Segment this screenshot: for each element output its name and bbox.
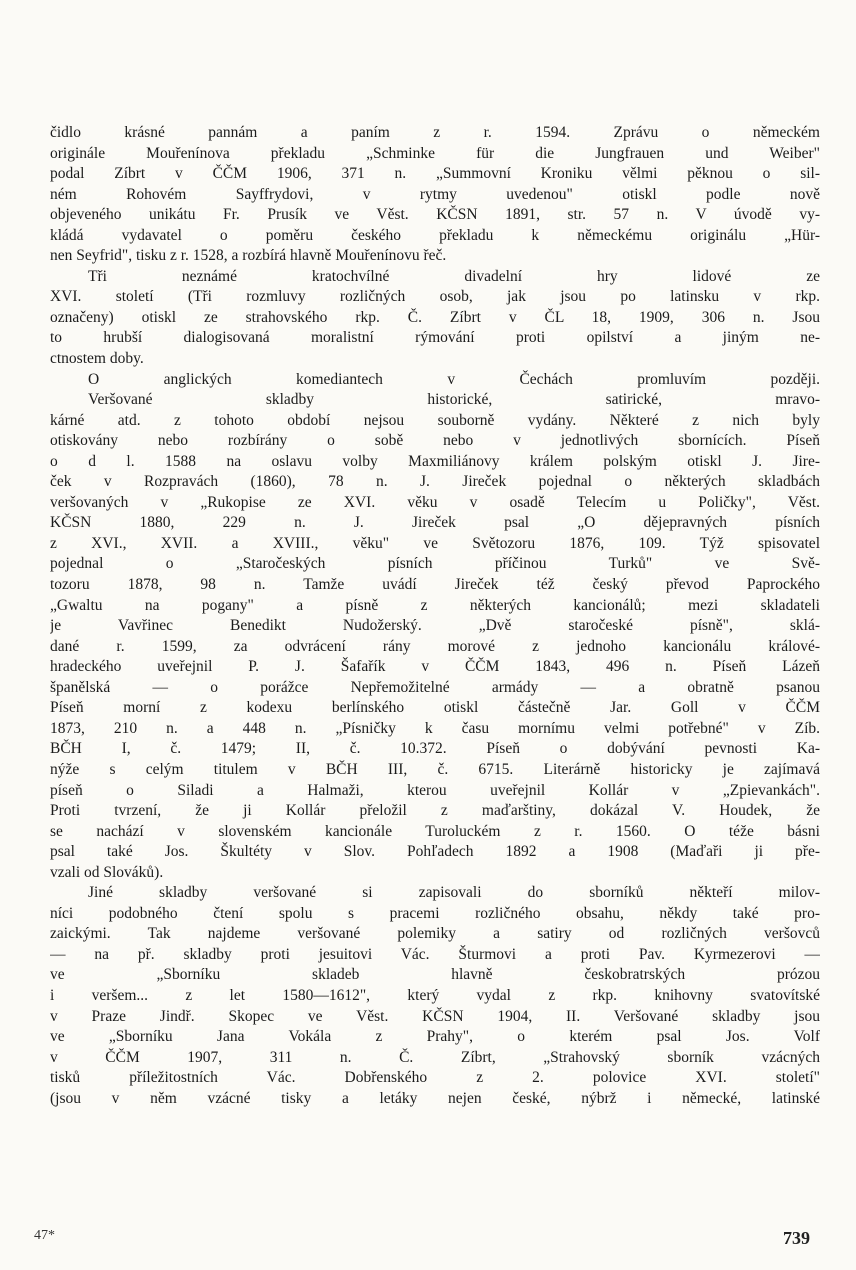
page-number: 739 [783, 1228, 810, 1248]
text-line: Tři neznámé kratochvílné divadelní hry lidové ze [88, 267, 820, 285]
text-line: otiskovány nebo rozbírány o sobě nebo v jednotlivých sbornících. Píseň [50, 432, 820, 450]
text-line: z XVI., XVII. a XVIII., věku" ve Světozoru 1876, 109. Týž spisovatel [50, 534, 820, 552]
text-line: níci podobného čtení spolu s pracemi rozličného obsahu, někdy také pro- [50, 904, 820, 922]
text-line: — na př. skladby proti jesuitovi Vác. Šturmovi a proti Pav. Kyrmezerovi — [50, 945, 820, 963]
text-line: psal také Jos. Škultéty v Slov. Pohľadech 1892 a 1908 (Maďaři ji pře- [50, 843, 820, 861]
text-line: je Vavřinec Benedikt Nudožerský. „Dvě staročeské písně", sklá- [50, 617, 820, 635]
text-line: ček v Rozpravách (1860), 78 n. J. Jireček pojednal o některých skladbách [50, 473, 820, 491]
text-line: Proti tvrzení, že ji Kollár přeložil z maďarštiny, dokázal V. Houdek, že [50, 802, 820, 820]
text-line: Píseň morní z kodexu berlínského otiskl částečně Jar. Goll v ČČM [50, 699, 820, 717]
text-line: čidlo krásné pannám a paním z r. 1594. Zprávu o německém [50, 124, 820, 141]
text-line: „Gwaltu na pogany" a písně z některých kancionálů; mezi skladateli [50, 596, 820, 614]
text-line: nýže s celým titulem v BČH III, č. 6715. Literárně historicky je zajímavá [50, 760, 820, 778]
text-line: O anglických komediantech v Čechách promluvím později. [88, 370, 820, 388]
body-text [50, 123, 820, 1109]
printer-signature: 47* [34, 1228, 55, 1243]
text-line: to hrubší dialogisovaná moralistní rýmování proti opilství a jiným ne- [50, 329, 820, 347]
text-line: podal Zíbrt v ČČM 1906, 371 n. „Summovní Kroniku vělmi pěknou o sil- [50, 165, 820, 183]
text-line: ve „Sborníku Jana Vokála z Prahy", o kterém psal Jos. Volf [50, 1028, 820, 1046]
text-line: pojednal o „Staročeských písních příčinou Turků" ve Svě- [50, 555, 820, 573]
text-line: zaickými. Tak najdeme veršované polemiky a satiry od rozličných veršovců [50, 925, 820, 943]
text-line: ve „Sborníku skladeb hlavně českobratrských prózou [50, 966, 820, 984]
text-line: Veršované skladby historické, satirické, mravo- [88, 391, 820, 409]
text-line: ném Rohovém Sayffrydovi, v rytmy uvedenou" otiskl podle nově [50, 185, 820, 203]
text-line: nen Seyfrid", tisku z r. 1528, a rozbírá hlavně Mouřenínovu řeč. [50, 247, 447, 265]
text-line: v ČČM 1907, 311 n. Č. Zíbrt, „Strahovský sborník vzácných [50, 1048, 820, 1066]
text-line: dané r. 1599, za odvrácení rány morové z jednoho kancionálu králové- [50, 637, 820, 655]
text-line: Jiné skladby veršované si zapisovali do sborníků někteří milov- [88, 884, 820, 902]
text-line: objeveného unikátu Fr. Prusík ve Věst. KČSN 1891, str. 57 n. V úvodě vy- [50, 206, 820, 224]
text-line: XVI. století (Tři rozmluvy rozličných osob, jak jsou po latinsku v rkp. [50, 288, 820, 306]
text-line: BČH I, č. 1479; II, č. 10.372. Píseň o dobývání pevnosti Ka- [50, 740, 820, 758]
text-line: tozoru 1878, 98 n. Tamže uvádí Jireček též český převod Paprockého [50, 576, 820, 594]
text-line: originále Mouřenínova překladu „Schminke für die Jungfrauen und Weiber" [50, 144, 820, 162]
text-line: (jsou v něm vzácné tisky a letáky nejen české, nýbrž i německé, latinské [50, 1089, 820, 1107]
text-line: 1873, 210 n. a 448 n. „Písničky k času mornímu velmi potřebné" v Zíb. [50, 719, 820, 737]
text-line: ctnostem doby. [50, 350, 144, 368]
text-line: španělská — o porážce Nepřemožitelné armády — a obratně psanou [50, 678, 820, 696]
text-line: hradeckého uveřejnil P. J. Šafařík v ČČM 1843, 496 n. Píseň Lázeň [50, 658, 820, 676]
text-line: tisků příležitostních Vác. Dobřenského z 2. polovice XVI. století" [50, 1069, 820, 1087]
text-line: kárné atd. z tohoto období nejsou souborně vydány. Některé z nich byly [50, 411, 820, 429]
text-line: v Praze Jindř. Skopec ve Věst. KČSN 1904, II. Veršované skladby jsou [50, 1007, 820, 1025]
text-line: o d l. 1588 na oslavu volby Maxmiliánovy králem polským otiskl J. Jire- [50, 452, 820, 470]
text-line: vzali od Slováků). [50, 863, 164, 881]
text-line: KČSN 1880, 229 n. J. Jireček psal „O dějepravných písních [50, 514, 820, 532]
text-line: i veršem... z let 1580—1612", který vydal z rkp. knihovny svatovítské [50, 986, 820, 1004]
text-line: označeny) otiskl ze strahovského rkp. Č. Zíbrt v ČL 18, 1909, 306 n. Jsou [50, 308, 820, 326]
text-line: veršovaných v „Rukopise ze XVI. věku v osadě Telecím u Poličky", Věst. [50, 493, 820, 511]
text-line: píseň o Siladi a Halmaži, kterou uveřejnil Kollár v „Zpievankách". [50, 781, 820, 799]
text-line: kládá vydavatel o poměru českého překladu k německému originálu „Hür- [50, 226, 820, 244]
text-line: se nachází v slovenském kancionále Turoluckém z r. 1560. O téže básni [50, 822, 820, 840]
